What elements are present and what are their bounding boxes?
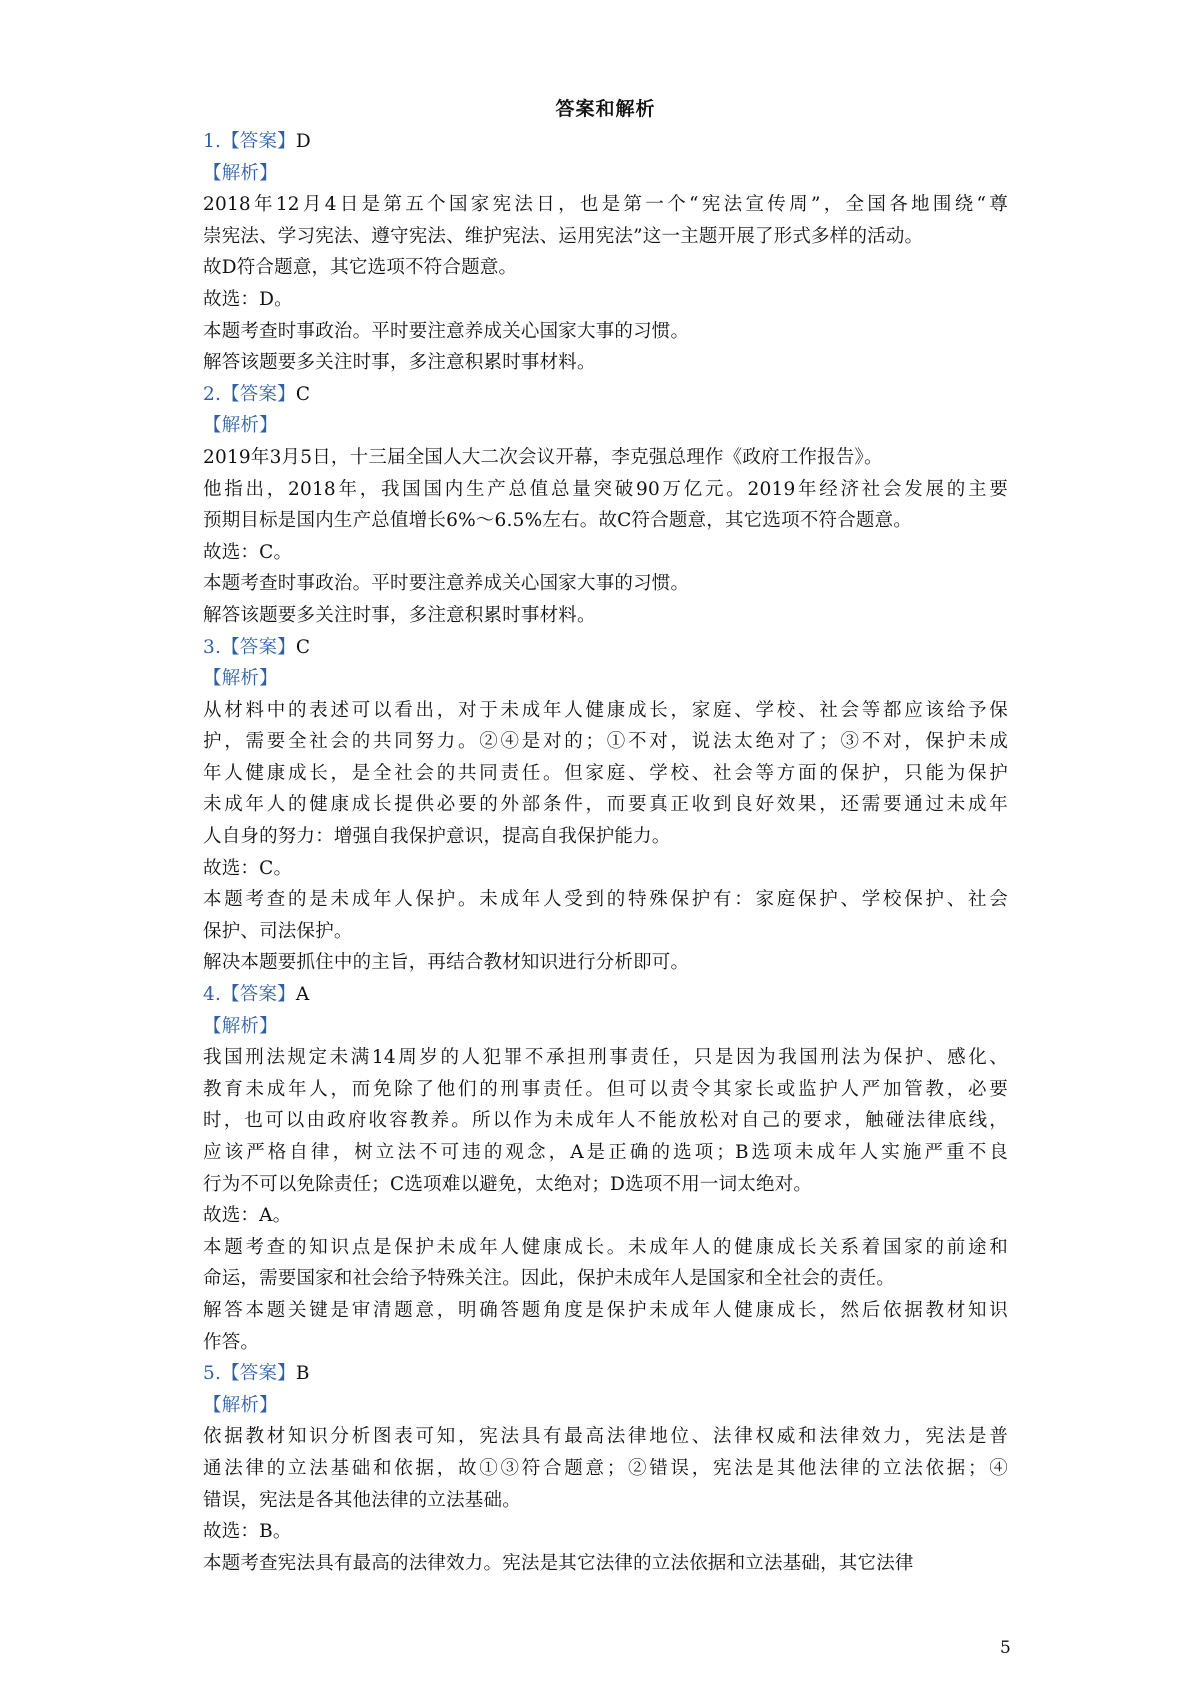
analysis-text-line: 未成年人的健康成长提供必要的外部条件，而要真正收到良好效果，还需要通过未成年 <box>203 794 1008 816</box>
answer-line <box>203 126 1008 158</box>
answer-value: D <box>295 131 311 152</box>
analysis-text-line: 故选：D。 <box>203 288 293 310</box>
analysis-text-line: 教育未成年人，而免除了他们的刑事责任。但可以责令其家长或监护人严加管教，必要 <box>203 1078 1008 1100</box>
analysis-text-line: 从材料中的表述可以看出，对于未成年人健康成长，家庭、学校、社会等都应该给予保 <box>203 699 1008 721</box>
analysis-tag: 【解析】 <box>203 1394 278 1416</box>
analysis-text-line: 故选：C。 <box>203 541 293 563</box>
answer-value: B <box>295 1363 310 1385</box>
answer-tag: 【答案】 <box>221 1363 296 1385</box>
analysis-text-line: 我国刑法规定未满14周岁的人犯罪不承担刑事责任，只是因为我国刑法为保护、感化、 <box>203 1047 1008 1069</box>
analysis-text-line: 依据教材知识分析图表可知，宪法具有最高法律地位、法律权威和法律效力，宪法是普 <box>203 1426 1008 1448</box>
analysis-text-line: 本题考查时事政治。平时要注意养成关心国家大事的习惯。 <box>203 320 690 342</box>
analysis-text-line: 行为不可以免除责任；C选项难以避免，太绝对；D选项不用一词太绝对。 <box>203 1173 813 1195</box>
analysis-text-line: 本题考查的知识点是保护未成年人健康成长。未成年人的健康成长关系着国家的前途和 <box>203 1236 1008 1258</box>
analysis-text-line: 预期目标是国内生产总值增长6%～6.5%左右。故C符合题意，其它选项不符合题意。 <box>203 510 913 532</box>
analysis-text-line: 本题考查时事政治。平时要注意养成关心国家大事的习惯。 <box>203 573 690 595</box>
question-number: 3. <box>203 636 222 658</box>
analysis-text-line: 作答。 <box>203 1331 260 1353</box>
analysis-text-line: 命运，需要国家和社会给予特殊关注。因此，保护未成年人是国家和全社会的责任。 <box>203 1268 895 1290</box>
analysis-tag: 【解析】 <box>203 1015 278 1037</box>
analysis-text-line: 解答该题要多关注时事，多注意积累时事材料。 <box>203 352 596 374</box>
analysis-text-line: 解答本题关键是审清题意，明确答题角度是保护未成年人健康成长，然后依据教材知识 <box>203 1299 1008 1321</box>
analysis-text-line: 2018年12月4日是第五个国家宪法日，也是第一个“宪法宣传周”，全国各地围绕“尊 <box>203 194 1008 216</box>
page-number: 5 <box>1000 1638 1011 1658</box>
analysis-text-line: 本题考查宪法具有最高的法律效力。宪法是其它法律的立法依据和立法基础，其它法律 <box>203 1552 914 1574</box>
answer-section <box>203 94 1008 1579</box>
analysis-text-line: 崇宪法、学习宪法、遵守宪法、维护宪法、运用宪法”这一主题开展了形式多样的活动。 <box>203 225 924 247</box>
analysis-text-line: 护，需要全社会的共同努力。②④是对的；①不对，说法太绝对了；③不对，保护未成 <box>203 731 1008 753</box>
analysis-text-line: 应该严格自律，树立法不可违的观念，A是正确的选项；B选项未成年人实施严重不良 <box>203 1142 1008 1163</box>
question-number: 2. <box>203 383 222 405</box>
analysis-text-line: 2019年3月5日，十三届全国人大二次会议开幕，李克强总理作《政府工作报告》。 <box>203 446 883 468</box>
analysis-text-line: 解答该题要多关注时事，多注意积累时事材料。 <box>203 604 596 626</box>
analysis-tag: 【解析】 <box>203 415 278 437</box>
answer-line <box>203 632 1008 664</box>
answer-value: C <box>295 636 311 658</box>
analysis-text-line: 故选：A。 <box>203 1205 292 1227</box>
answer-tag: 【答案】 <box>221 984 296 1006</box>
answer-value: C <box>295 383 311 405</box>
analysis-text-line: 故选：B。 <box>203 1521 292 1543</box>
analysis-text-line: 保护、司法保护。 <box>203 920 353 942</box>
analysis-text-line: 时，也可以由政府收容教养。所以作为未成年人不能放松对自己的要求，触碰法律底线， <box>203 1110 1008 1132</box>
question-number: 5. <box>203 1363 222 1385</box>
analysis-text-line: 本题考查的是未成年人保护。未成年人受到的特殊保护有：家庭保护、学校保护、社会 <box>203 889 1008 911</box>
analysis-tag: 【解析】 <box>203 668 278 690</box>
analysis-text-line: 他指出，2018年，我国国内生产总值总量突破90万亿元。2019年经济社会发展的主要 <box>203 478 1008 500</box>
analysis-text-line: 错误，宪法是各其他法律的立法基础。 <box>203 1489 521 1511</box>
analysis-tag: 【解析】 <box>203 162 278 184</box>
analysis-text-line: 故D符合题意，其它选项不符合题意。 <box>203 257 518 279</box>
analysis-text-line: 通法律的立法基础和依据，故①③符合题意；②错误，宪法是其他法律的立法依据；④ <box>203 1457 1008 1479</box>
analysis-text-line: 年人健康成长，是全社会的共同责任。但家庭、学校、社会等方面的保护，只能为保护 <box>203 762 1008 784</box>
question-number: 1. <box>203 131 222 152</box>
page-title: 答案和解析 <box>555 98 656 120</box>
answer-value: A <box>295 984 310 1006</box>
answer-tag: 【答案】 <box>221 636 296 658</box>
answer-line <box>203 379 1008 411</box>
analysis-text-line: 故选：C。 <box>203 857 293 879</box>
answer-tag: 【答案】 <box>221 383 296 405</box>
analysis-text-line: 解决本题要抓住中的主旨，再结合教材知识进行分析即可。 <box>203 952 690 974</box>
question-number: 4. <box>203 984 222 1006</box>
analysis-text-line: 人自身的努力：增强自我保护意识，提高自我保护能力。 <box>203 826 671 848</box>
answer-tag: 【答案】 <box>221 131 296 152</box>
answer-line <box>203 1358 1008 1390</box>
answer-line <box>203 979 1008 1011</box>
